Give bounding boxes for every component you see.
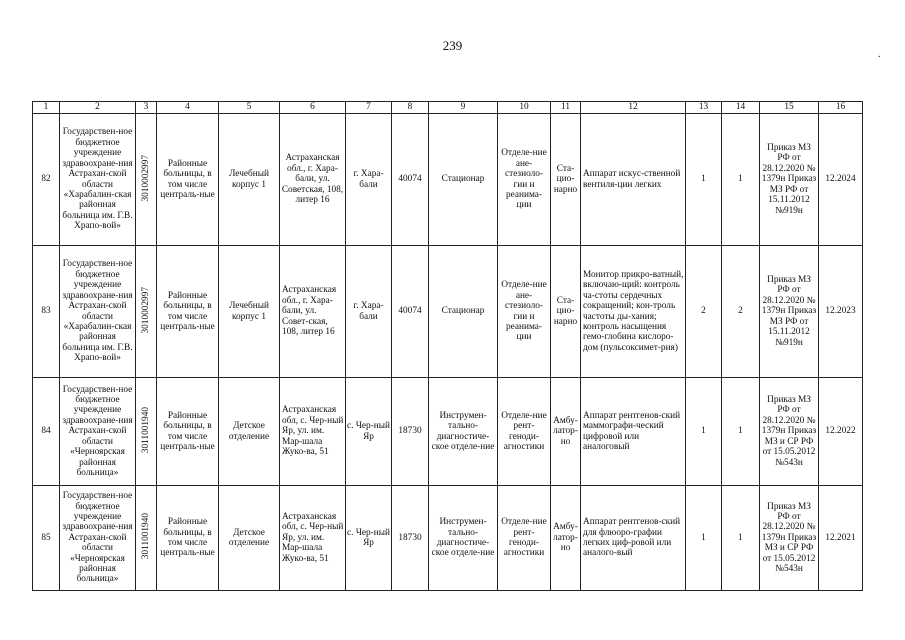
quantity-required: 1 xyxy=(686,114,722,246)
inn-cell xyxy=(136,246,157,378)
subdivision: Отделе-ние рент-геноди-агностики xyxy=(498,378,551,486)
subdivision: Отделе-ние ане-стезиоло-гии и реанима-ции xyxy=(498,246,551,378)
quantity-needed: 1 xyxy=(722,114,760,246)
unit-name: Лечебный корпус 1 xyxy=(219,246,280,378)
header-cell: 7 xyxy=(346,102,392,114)
department: Инструмен-тально-диагностиче-ское отделе-ние xyxy=(429,486,498,591)
regulation: Приказ МЗ РФ от 28.12.2020 № 1379н Приказ МЗ РФ от 15.11.2012 №919н xyxy=(760,246,819,378)
due-date: 12.2022 xyxy=(819,378,863,486)
code: 40074 xyxy=(392,246,429,378)
quantity-needed: 1 xyxy=(722,486,760,591)
quantity-needed: 1 xyxy=(722,378,760,486)
table-row xyxy=(33,114,863,246)
department: Стационар xyxy=(429,114,498,246)
unit-name: Лечебный корпус 1 xyxy=(219,114,280,246)
address: Астраханская обл, с. Чер-ный Яр, ул. им. Мар-шала Жуко-ва, 51 xyxy=(280,378,346,486)
quantity-required: 1 xyxy=(686,486,722,591)
regulation: Приказ МЗ РФ от 28.12.2020 № 1379н Приказ МЗ и СР РФ от 15.05.2012 №543н xyxy=(760,378,819,486)
corner-mark: . xyxy=(878,49,881,60)
care-mode: Ста-цио-нарно xyxy=(551,246,581,378)
address: Астраханская обл., г. Хара-бали, ул. Советская, 108, литер 16 xyxy=(280,114,346,246)
inn-code: 3011001940 xyxy=(140,406,151,453)
inn-cell xyxy=(136,378,157,486)
header-cell: 1 xyxy=(33,102,60,114)
department: Инструмен-тально-диагностиче-ское отделе-ние xyxy=(429,378,498,486)
inn-code: 3011001940 xyxy=(140,513,151,560)
quantity-required: 1 xyxy=(686,378,722,486)
header-cell: 11 xyxy=(551,102,581,114)
code: 18730 xyxy=(392,486,429,591)
inn-code: 3010002997 xyxy=(140,154,151,202)
care-mode: Амбу-латор-но xyxy=(551,378,581,486)
inn-cell xyxy=(136,114,157,246)
care-mode: Амбу-латор-но xyxy=(551,486,581,591)
header-cell: 5 xyxy=(219,102,280,114)
header-cell: 10 xyxy=(498,102,551,114)
subdivision: Отделе-ние ане-стезиоло-гии и реанима-ции xyxy=(498,114,551,246)
quantity-required: 2 xyxy=(686,246,722,378)
header-cell: 12 xyxy=(581,102,686,114)
quantity-needed: 2 xyxy=(722,246,760,378)
header-cell: 3 xyxy=(136,102,157,114)
facility-type: Районные больницы, в том числе централь-ные xyxy=(157,486,219,591)
header-cell: 2 xyxy=(60,102,136,114)
unit-name: Детское отделение xyxy=(219,378,280,486)
row-number: 82 xyxy=(33,114,60,246)
header-cell: 14 xyxy=(722,102,760,114)
subdivision: Отделе-ние рент-геноди-агностики xyxy=(498,486,551,591)
header-row xyxy=(33,102,863,114)
care-mode: Ста-цио-нарно xyxy=(551,114,581,246)
header-cell: 4 xyxy=(157,102,219,114)
equipment-name: Монитор прикро-ватный, включаю-щий: контроль ча-стоты сердечных сокращений; кон-троль частоты ды-хания; контроль насыщения гемо-глобина кислоро-дом (пульсоксимет-рия) xyxy=(581,246,686,378)
row-number: 85 xyxy=(33,486,60,591)
facility-type: Районные больницы, в том числе централь-ные xyxy=(157,114,219,246)
unit-name: Детское отделение xyxy=(219,486,280,591)
row-number: 83 xyxy=(33,246,60,378)
due-date: 12.2021 xyxy=(819,486,863,591)
header-cell: 13 xyxy=(686,102,722,114)
settlement: г. Хара-бали xyxy=(346,114,392,246)
code: 18730 xyxy=(392,378,429,486)
facility-type: Районные больницы, в том числе централь-ные xyxy=(157,378,219,486)
settlement: г. Хара-бали xyxy=(346,246,392,378)
due-date: 12.2024 xyxy=(819,114,863,246)
inn-cell xyxy=(136,486,157,591)
settlement: с. Чер-ный Яр xyxy=(346,486,392,591)
regulation: Приказ МЗ РФ от 28.12.2020 № 1379н Приказ МЗ РФ от 15.11.2012 №919н xyxy=(760,114,819,246)
organization-name: Государствен-ное бюджетное учреждение здравоохране-ния Астрахан-ской области «Харабалин-ская районная больница им. Г.В. Храпо-вой» xyxy=(60,246,136,378)
header-cell: 16 xyxy=(819,102,863,114)
header-cell: 6 xyxy=(280,102,346,114)
header-cell: 15 xyxy=(760,102,819,114)
code: 40074 xyxy=(392,114,429,246)
due-date: 12.2023 xyxy=(819,246,863,378)
table-row xyxy=(33,246,863,378)
table-row xyxy=(33,486,863,591)
address: Астраханская обл, с. Чер-ный Яр, ул. им. Мар-шала Жуко-ва, 51 xyxy=(280,486,346,591)
equipment-name: Аппарат рентгенов-ский для флюоро-графии легких циф-ровой или аналого-вый xyxy=(581,486,686,591)
facility-type: Районные больницы, в том числе централь-ные xyxy=(157,246,219,378)
inn-code: 3010002997 xyxy=(140,286,151,334)
organization-name: Государствен-ное бюджетное учреждение здравоохране-ния Астрахан-ской области «Харабалин-ская районная больница им. Г.В. Храпо-вой» xyxy=(60,114,136,246)
organization-name: Государствен-ное бюджетное учреждение здравоохране-ния Астрахан-ской области «Черноярская районная больница» xyxy=(60,486,136,591)
settlement: с. Чер-ный Яр xyxy=(346,378,392,486)
address: Астраханская обл., г. Хара-бали, ул. Совет-ская, 108, литер 16 xyxy=(280,246,346,378)
organization-name: Государствен-ное бюджетное учреждение здравоохране-ния Астрахан-ской области «Черноярская районная больница» xyxy=(60,378,136,486)
table-row xyxy=(33,378,863,486)
equipment-name: Аппарат рентгенов-ский маммографи-ческий цифровой или аналоговый xyxy=(581,378,686,486)
department: Стационар xyxy=(429,246,498,378)
header-cell: 8 xyxy=(392,102,429,114)
header-cell: 9 xyxy=(429,102,498,114)
regulation: Приказ МЗ РФ от 28.12.2020 № 1379н Приказ МЗ и СР РФ от 15.05.2012 №543н xyxy=(760,486,819,591)
page-number: 239 xyxy=(442,38,463,53)
row-number: 84 xyxy=(33,378,60,486)
equipment-name: Аппарат искус-ственной вентиля-ции легких xyxy=(581,114,686,246)
equipment-table xyxy=(32,101,863,591)
